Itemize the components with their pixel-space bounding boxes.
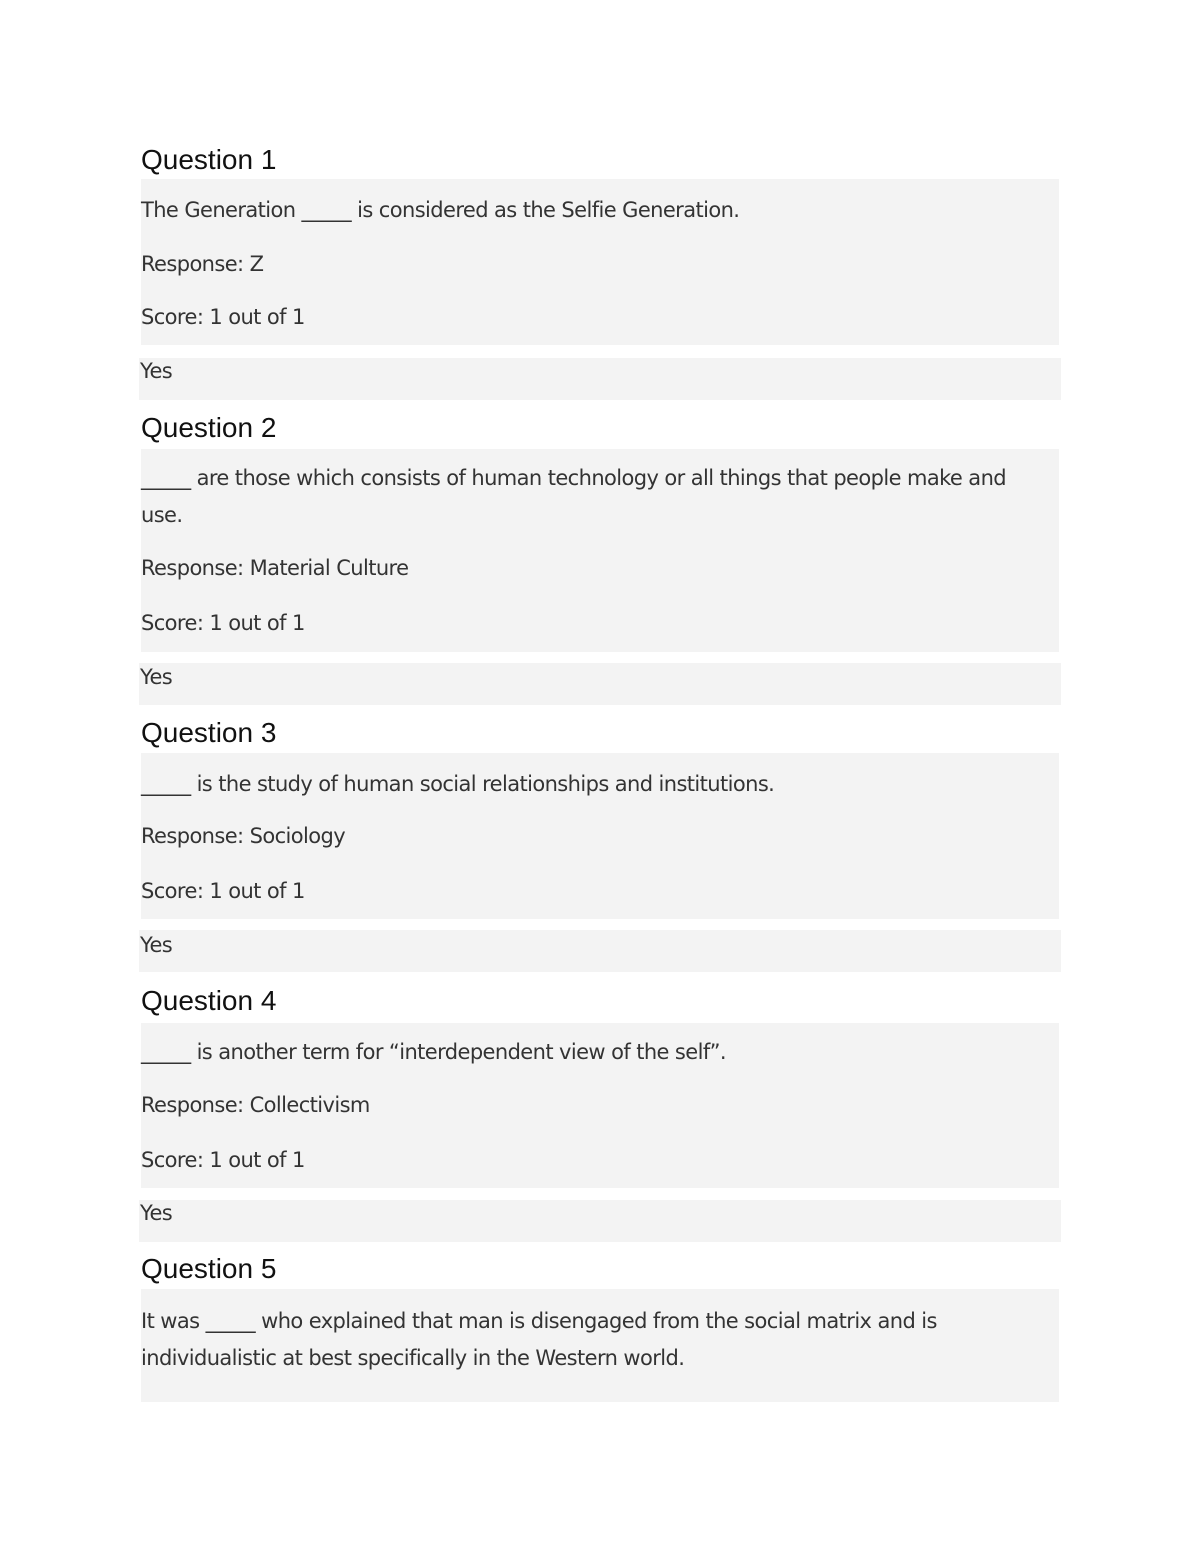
question-title: Question 5 [141,1253,277,1284]
score-text: Score: 1 out of 1 [141,305,305,329]
answer-box [139,1200,1061,1242]
answer-text: Yes [140,1201,173,1225]
response-text: Response: Sociology [141,824,346,848]
score-text: Score: 1 out of 1 [141,1148,305,1172]
answer-text: Yes [140,359,173,383]
question-prompt: _____ is another term for “interdependent view of the self”. [141,1040,726,1064]
question-prompt: _____ are those which consists of human technology or all things that people make and use. [141,466,1007,527]
answer-text: Yes [140,933,173,957]
answer-box [139,930,1061,972]
answer-box [139,358,1061,400]
response-text: Response: Collectivism [141,1093,370,1117]
response-text: Response: Material Culture [141,556,409,580]
question-prompt: It was _____ who explained that man is disengaged from the social matrix and is individualistic at best specifically in the Western world. [141,1309,937,1370]
question-prompt: _____ is the study of human social relationships and institutions. [141,772,775,796]
question-title: Question 2 [141,412,277,443]
answer-text: Yes [140,665,173,689]
score-text: Score: 1 out of 1 [141,611,305,635]
question-title: Question 1 [141,144,277,175]
answer-box [139,663,1061,705]
question-prompt: The Generation _____ is considered as the Selfie Generation. [141,198,740,222]
response-text: Response: Z [141,252,264,276]
question-title: Question 4 [141,985,277,1016]
score-text: Score: 1 out of 1 [141,879,305,903]
question-title: Question 3 [141,717,277,748]
